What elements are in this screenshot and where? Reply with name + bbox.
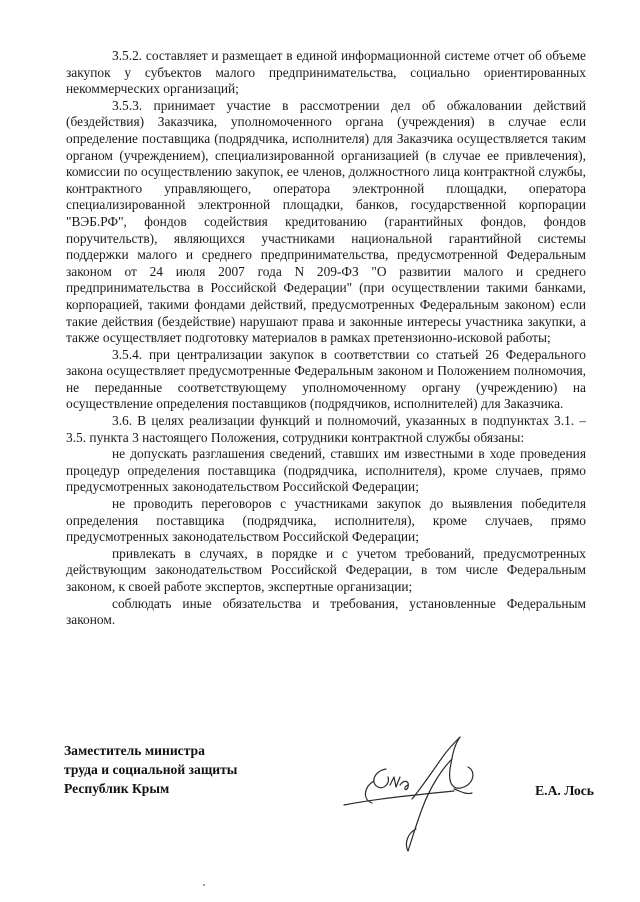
- duty-item-experts: привлекать в случаях, в порядке и с учетом требований, предусмотренных действующим законодательством Российской Федерации, в том числе Федеральным законом, к своей работе экспертов, экспертные организации;: [66, 545, 586, 594]
- signatory-position: [64, 741, 237, 798]
- signatory-position-line: Республик Крым: [64, 781, 170, 796]
- signatory-position-line: труда и социальной защиты: [64, 762, 238, 777]
- clause-3-6: 3.6. В целях реализации функций и полномочий, указанных в подпунктах 3.1. – 3.5. пункта 3 настоящего Положения, сотрудники контрактной службы обязаны:: [66, 413, 586, 445]
- scan-speck: [203, 884, 205, 886]
- signature-block: [64, 741, 594, 861]
- clause-3-5-4: 3.5.4. при централизации закупок в соответствии со статьей 26 Федерального закона осуществляет предусмотренные Федеральным законом и Положением полномочия, не переданные соответствующему уполномоченному органу (учреждению) на осуществление определения поставщиков (подрядчиков, исполнителей) для Заказчика.: [66, 346, 586, 412]
- handwritten-signature: [304, 729, 504, 859]
- duty-item-confidentiality: не допускать разглашения сведений, ставших им известными в ходе проведения процедур определения поставщика (подрядчика, исполнителя), кроме случаев, прямо предусмотренных законодательством Российской Федерации;: [66, 446, 586, 495]
- signatory-name: Е.А. Лось: [535, 783, 594, 798]
- signatory-position-line: Заместитель министра: [64, 743, 205, 758]
- duty-item-no-negotiations: не проводить переговоров с участниками закупок до выявления победителя определения поставщика (подрядчика, исполнителя), кроме случаев, прямо предусмотренных законодательством Российской Федерации;: [66, 496, 586, 545]
- duty-item-other-obligations: соблюдать иные обязательства и требования, установленные Федеральным законом.: [66, 595, 586, 628]
- clause-3-5-2: 3.5.2. составляет и размещает в единой информационной системе отчет об объеме закупок у субъектов малого предпринимательства, социально ориентированных некоммерческих организаций;: [66, 48, 586, 97]
- clause-3-5-3: 3.5.3. принимает участие в рассмотрении дел об обжаловании действий (бездействия) Заказчика, уполномоченного органа (учреждения) в случае если определение поставщика (подрядчика, исполнителя) для Заказчика осуществляется таким органом (учреждением), специализированной организацией (в случае ее привлечения), комиссии по осуществлению закупок, ее членов, должностного лица контрактной службы, контрактного управляющего, оператора электронной площадки, оператора специализированной электронной площадки, банков, государственной корпорации "ВЭБ.РФ", фондов содействия кредитованию (гарантийных фондов, фондов поручительств), являющихся участниками национальной гарантийной системы поддержки малого и среднего предпринимательства, предусмотренной Федеральным законом от 24 июля 2007 года N 209-ФЗ "О развитии малого и среднего предпринимательства в Российской Федерации" (при осуществлении такими банками, корпорацией, такими фондами действий, предусмотренных Федеральным законом) если такие действия (бездействие) нарушают права и законные интересы участника закупки, а также осуществляет подготовку материалов в рамках претензионно-исковой работы;: [66, 97, 586, 346]
- document-body: [66, 48, 586, 629]
